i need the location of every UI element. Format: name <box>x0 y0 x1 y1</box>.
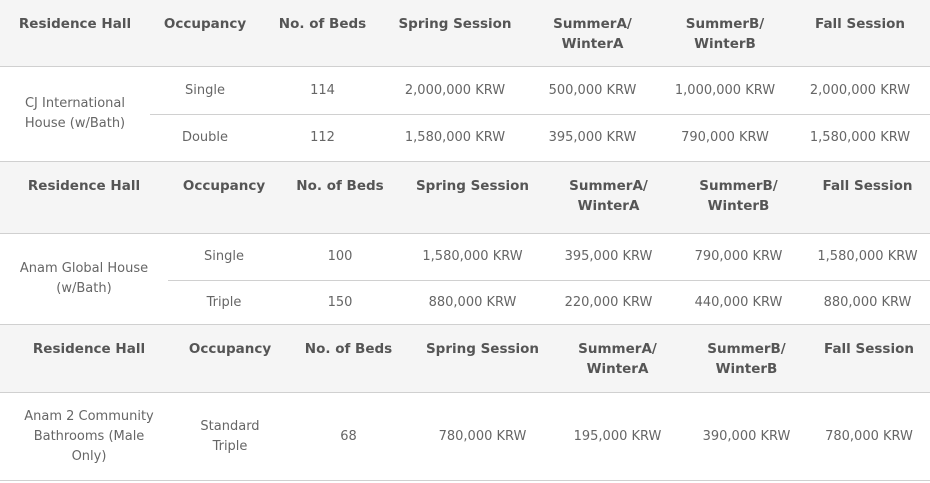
header-occupancy: Occupancy <box>178 325 282 393</box>
summer-b-price: 790,000 KRW <box>672 234 805 281</box>
header-summer-b: SummerB/ WinterB <box>685 325 808 393</box>
spring-price: 780,000 KRW <box>415 393 550 481</box>
hall-name: Anam Global House (w/Bath) <box>0 234 168 325</box>
header-beds: No. of Beds <box>260 0 385 67</box>
beds: 112 <box>260 115 385 162</box>
header-row <box>0 0 930 67</box>
fall-price: 1,580,000 KRW <box>805 234 930 281</box>
beds: 100 <box>280 234 400 281</box>
summer-a-price: 395,000 KRW <box>545 234 672 281</box>
anam-global-house-table <box>0 162 930 325</box>
fall-price: 780,000 KRW <box>808 393 930 481</box>
occupancy: Single <box>168 234 280 281</box>
table-row <box>0 67 930 115</box>
cj-international-house-table <box>0 0 930 162</box>
header-summer-b: SummerB/ WinterB <box>672 162 805 234</box>
occupancy: Triple <box>168 281 280 325</box>
header-occupancy: Occupancy <box>150 0 260 67</box>
header-row <box>0 325 930 393</box>
spring-price: 1,580,000 KRW <box>385 115 525 162</box>
header-spring: Spring Session <box>400 162 545 234</box>
hall-name: CJ International House (w/Bath) <box>0 67 150 162</box>
table-row <box>0 393 930 481</box>
header-summer-a: SummerA/ WinterA <box>525 0 660 67</box>
header-residence-hall: Residence Hall <box>0 325 178 393</box>
header-summer-a: SummerA/ WinterA <box>550 325 685 393</box>
header-residence-hall: Residence Hall <box>0 162 168 234</box>
summer-a-price: 195,000 KRW <box>550 393 685 481</box>
header-beds: No. of Beds <box>280 162 400 234</box>
spring-price: 1,580,000 KRW <box>400 234 545 281</box>
header-fall: Fall Session <box>805 162 930 234</box>
spring-price: 2,000,000 KRW <box>385 67 525 115</box>
beds: 114 <box>260 67 385 115</box>
header-occupancy: Occupancy <box>168 162 280 234</box>
header-fall: Fall Session <box>808 325 930 393</box>
occupancy: Double <box>150 115 260 162</box>
header-beds: No. of Beds <box>282 325 415 393</box>
fall-price: 880,000 KRW <box>805 281 930 325</box>
occupancy: Single <box>150 67 260 115</box>
fall-price: 1,580,000 KRW <box>790 115 930 162</box>
beds: 68 <box>282 393 415 481</box>
summer-a-price: 220,000 KRW <box>545 281 672 325</box>
summer-b-price: 790,000 KRW <box>660 115 790 162</box>
anam-2-table <box>0 325 930 481</box>
header-summer-a: SummerA/ WinterA <box>545 162 672 234</box>
fall-price: 2,000,000 KRW <box>790 67 930 115</box>
summer-b-price: 390,000 KRW <box>685 393 808 481</box>
occupancy: Standard Triple <box>178 393 282 481</box>
header-row <box>0 162 930 234</box>
header-residence-hall: Residence Hall <box>0 0 150 67</box>
header-spring: Spring Session <box>385 0 525 67</box>
summer-b-price: 1,000,000 KRW <box>660 67 790 115</box>
summer-b-price: 440,000 KRW <box>672 281 805 325</box>
summer-a-price: 500,000 KRW <box>525 67 660 115</box>
spring-price: 880,000 KRW <box>400 281 545 325</box>
header-spring: Spring Session <box>415 325 550 393</box>
beds: 150 <box>280 281 400 325</box>
summer-a-price: 395,000 KRW <box>525 115 660 162</box>
header-fall: Fall Session <box>790 0 930 67</box>
header-summer-b: SummerB/ WinterB <box>660 0 790 67</box>
table-row <box>0 234 930 281</box>
hall-name: Anam 2 Community Bathrooms (Male Only) <box>0 393 178 481</box>
